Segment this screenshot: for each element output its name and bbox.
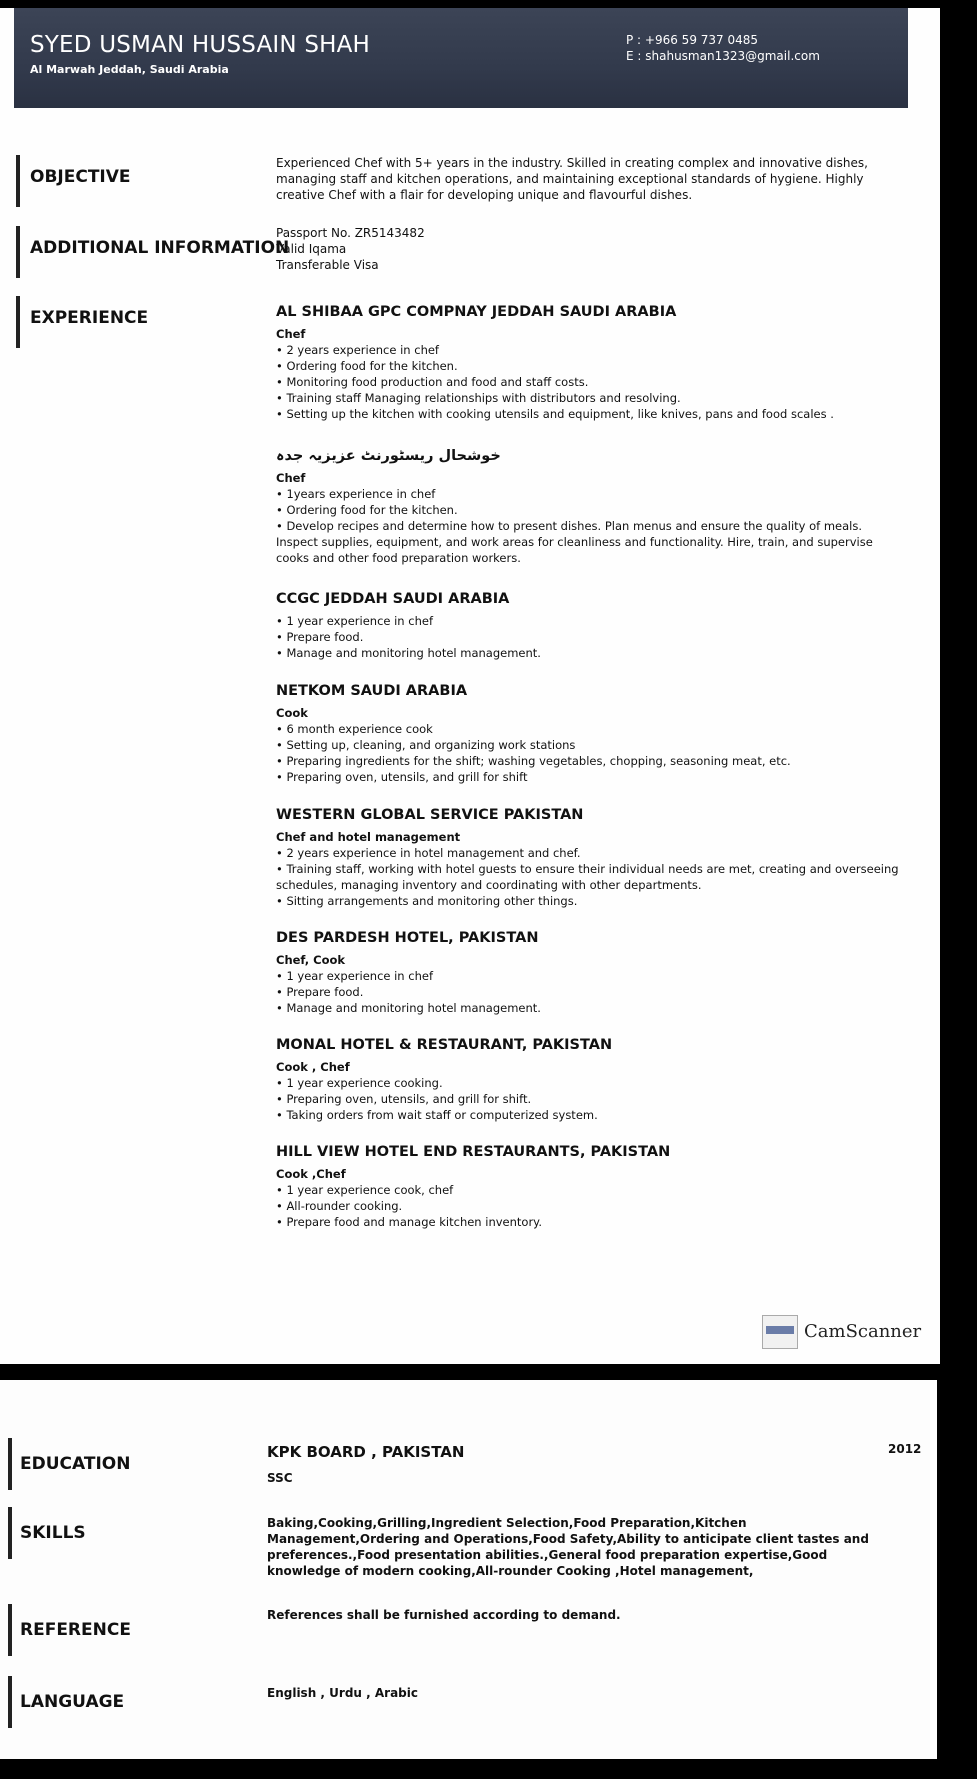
- job-entry: [276, 591, 900, 661]
- job-bullet: • Ordering food for the kitchen.: [276, 359, 458, 373]
- job-title: HILL VIEW HOTEL END RESTAURANTS, PAKISTAN: [276, 1144, 671, 1160]
- section-experience: EXPERIENCE: [16, 296, 148, 348]
- additional-info: Passport No. ZR5143482 Valid Iqama Transferable Visa: [276, 226, 425, 272]
- section-objective: OBJECTIVE: [16, 155, 131, 207]
- camscanner-watermark: CamScanner: [762, 1315, 921, 1349]
- reference-text: References shall be furnished according to demand.: [267, 1608, 621, 1622]
- job-role: Cook ,Chef: [276, 1167, 346, 1181]
- contact-info: [626, 32, 820, 64]
- education-year: 2012: [888, 1442, 922, 1456]
- job-bullet: • Setting up the kitchen with cooking utensils and equipment, like knives, pans and food scales .: [276, 407, 834, 421]
- candidate-address: Al Marwah Jeddah, Saudi Arabia: [30, 63, 229, 76]
- job-bullet: • Prepare food and manage kitchen inventory.: [276, 1215, 542, 1229]
- job-role: Chef: [276, 327, 306, 341]
- skills-text: Baking,Cooking,Grilling,Ingredient Selection,Food Preparation,Kitchen Management,Ordering and Operations,Food Safety,Ability to anticipate client tastes and preferences.,Food presentation abilities.,General food preparation expertise,Good knowledge of modern cooking,All-rounder Cooking ,Hotel management,: [267, 1516, 869, 1578]
- job-bullet: • Prepare food.: [276, 630, 364, 644]
- job-bullet: • Develop recipes and determine how to present dishes. Plan menus and ensure the quality of meals. Inspect supplies, equipment, and work areas for cleanliness and functionality. Hire, train, and supervise cooks and other food preparation workers.: [276, 519, 873, 565]
- job-bullet: • 1 year experience in chef: [276, 969, 433, 983]
- job-entry: [276, 930, 900, 1016]
- job-bullet: • 1years experience in chef: [276, 487, 436, 501]
- job-bullet: • Monitoring food production and food and staff costs.: [276, 375, 589, 389]
- objective-text: Experienced Chef with 5+ years in the industry. Skilled in creating complex and innovative dishes, managing staff and kitchen operations, and maintaining exceptional standards of hygiene. Highly creative Chef with a flair for developing unique and flavourful dishes.: [276, 156, 868, 202]
- job-bullet: • Sitting arrangements and monitoring other things.: [276, 894, 578, 908]
- job-bullet: • Manage and monitoring hotel management.: [276, 1001, 541, 1015]
- job-entry: [276, 448, 900, 566]
- job-bullet: • 1 year experience cook, chef: [276, 1183, 454, 1197]
- section-reference: REFERENCE: [8, 1604, 131, 1656]
- job-entry: [276, 683, 900, 785]
- job-bullet: • Taking orders from wait staff or computerized system.: [276, 1108, 598, 1122]
- job-bullet: • Preparing ingredients for the shift; washing vegetables, chopping, seasoning meat, etc.: [276, 754, 791, 768]
- job-bullet: • All-rounder cooking.: [276, 1199, 403, 1213]
- job-entry: [276, 807, 900, 909]
- job-bullet: • Manage and monitoring hotel management.: [276, 646, 541, 660]
- email: E : shahusman1323@gmail.com: [626, 49, 820, 63]
- job-bullet: • 1 year experience in chef: [276, 614, 433, 628]
- job-role: Cook: [276, 706, 308, 720]
- camscanner-logo-icon: [762, 1315, 798, 1349]
- job-title: MONAL HOTEL & RESTAURANT, PAKISTAN: [276, 1037, 613, 1053]
- job-bullet: • Training staff, working with hotel guests to ensure their individual needs are met, creating and overseeing schedules, managing inventory and coordinating with other departments.: [276, 862, 899, 892]
- job-entry: [276, 1144, 900, 1230]
- job-title: WESTERN GLOBAL SERVICE PAKISTAN: [276, 807, 584, 823]
- section-additional-info: ADDITIONAL INFORMATION: [16, 226, 289, 278]
- job-bullet: • Preparing oven, utensils, and grill for shift.: [276, 1092, 532, 1106]
- job-title: DES PARDESH HOTEL, PAKISTAN: [276, 930, 539, 946]
- job-bullet: • Prepare food.: [276, 985, 364, 999]
- job-bullet: • Ordering food for the kitchen.: [276, 503, 458, 517]
- job-bullet: • Preparing oven, utensils, and grill for shift: [276, 770, 528, 784]
- resume-page-1: [0, 8, 940, 1364]
- job-entry: [276, 304, 900, 422]
- resume-header: [14, 8, 908, 108]
- job-bullet: • 1 year experience cooking.: [276, 1076, 443, 1090]
- job-role: Cook , Chef: [276, 1060, 350, 1074]
- job-bullet: • 2 years experience in chef: [276, 343, 439, 357]
- job-entry: [276, 1037, 900, 1123]
- job-title: خوشحال ریسٹورنٹ عزیزیہ جدہ: [276, 448, 501, 464]
- education-school: KPK BOARD , PAKISTAN: [267, 1443, 465, 1461]
- language-text: English , Urdu , Arabic: [267, 1686, 418, 1700]
- section-education: EDUCATION: [8, 1438, 130, 1490]
- job-role: Chef and hotel management: [276, 830, 461, 844]
- job-bullet: • Setting up, cleaning, and organizing work stations: [276, 738, 576, 752]
- job-bullet: • Training staff Managing relationships with distributors and resolving.: [276, 391, 681, 405]
- job-bullet: • 2 years experience in hotel management and chef.: [276, 846, 581, 860]
- job-title: CCGC JEDDAH SAUDI ARABIA: [276, 591, 510, 607]
- education-degree: SSC: [267, 1471, 293, 1485]
- candidate-name: SYED USMAN HUSSAIN SHAH: [30, 32, 371, 58]
- job-title: NETKOM SAUDI ARABIA: [276, 683, 468, 699]
- phone: P : +966 59 737 0485: [626, 33, 759, 47]
- resume-page-2: [0, 1380, 937, 1759]
- job-title: AL SHIBAA GPC COMPNAY JEDDAH SAUDI ARABIA: [276, 304, 677, 320]
- section-skills: SKILLS: [8, 1507, 86, 1559]
- job-role: Chef: [276, 471, 306, 485]
- job-role: Chef, Cook: [276, 953, 346, 967]
- section-language: LANGUAGE: [8, 1676, 124, 1728]
- job-bullet: • 6 month experience cook: [276, 722, 433, 736]
